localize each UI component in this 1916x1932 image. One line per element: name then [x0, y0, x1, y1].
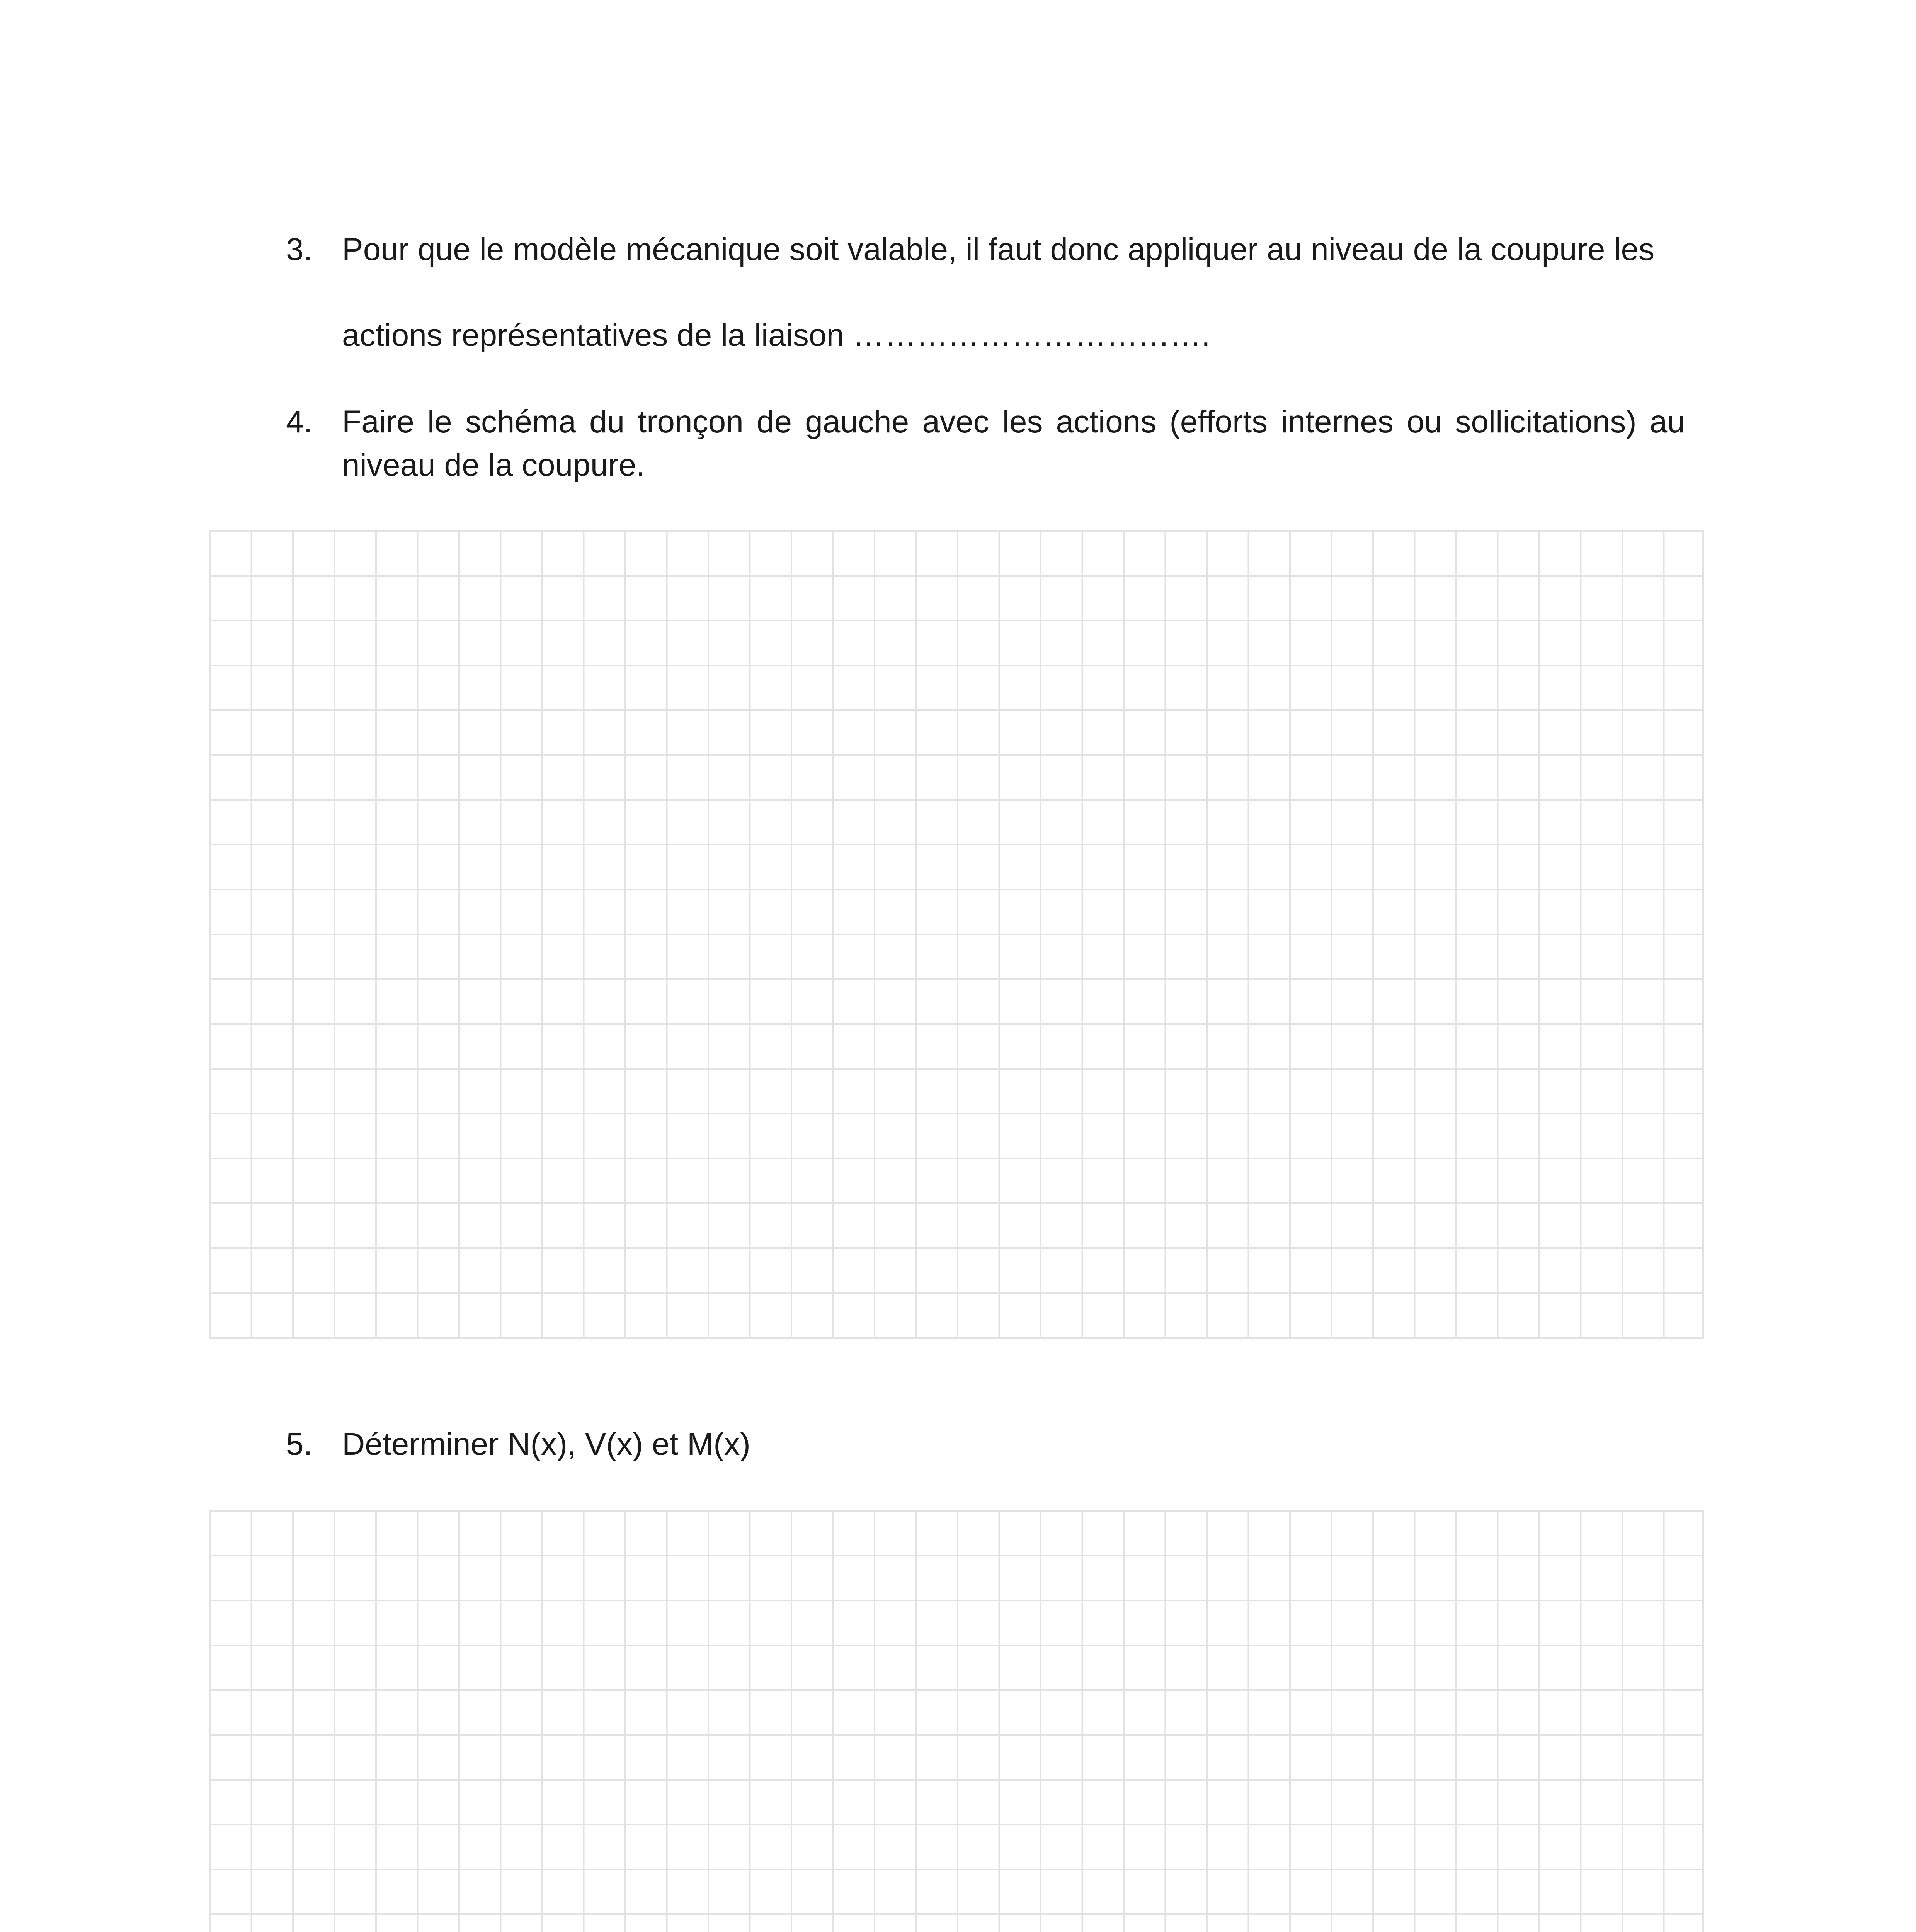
- question-4: [286, 400, 1685, 487]
- question-5-number: 5.: [286, 1427, 313, 1462]
- question-4-text: Faire le schéma du tronçon de gauche avec les actions (efforts internes ou sollicitations) au niveau de la coupure.: [342, 404, 1685, 483]
- question-3-number: 3.: [286, 232, 313, 267]
- question-3: [286, 228, 1685, 357]
- question-3-line-1: Pour que le modèle mécanique soit valable, il faut donc appliquer au niveau de la coupure les: [342, 232, 1655, 267]
- answer-grid-question-5: [209, 1510, 1704, 1932]
- question-5-text: Déterminer N(x), V(x) et M(x): [342, 1427, 750, 1462]
- question-3-line-2: actions représentatives de la liaison …………………………….: [342, 318, 1210, 353]
- question-5: [286, 1423, 1685, 1466]
- question-4-number: 4.: [286, 404, 313, 439]
- answer-grid-question-4: [209, 530, 1704, 1339]
